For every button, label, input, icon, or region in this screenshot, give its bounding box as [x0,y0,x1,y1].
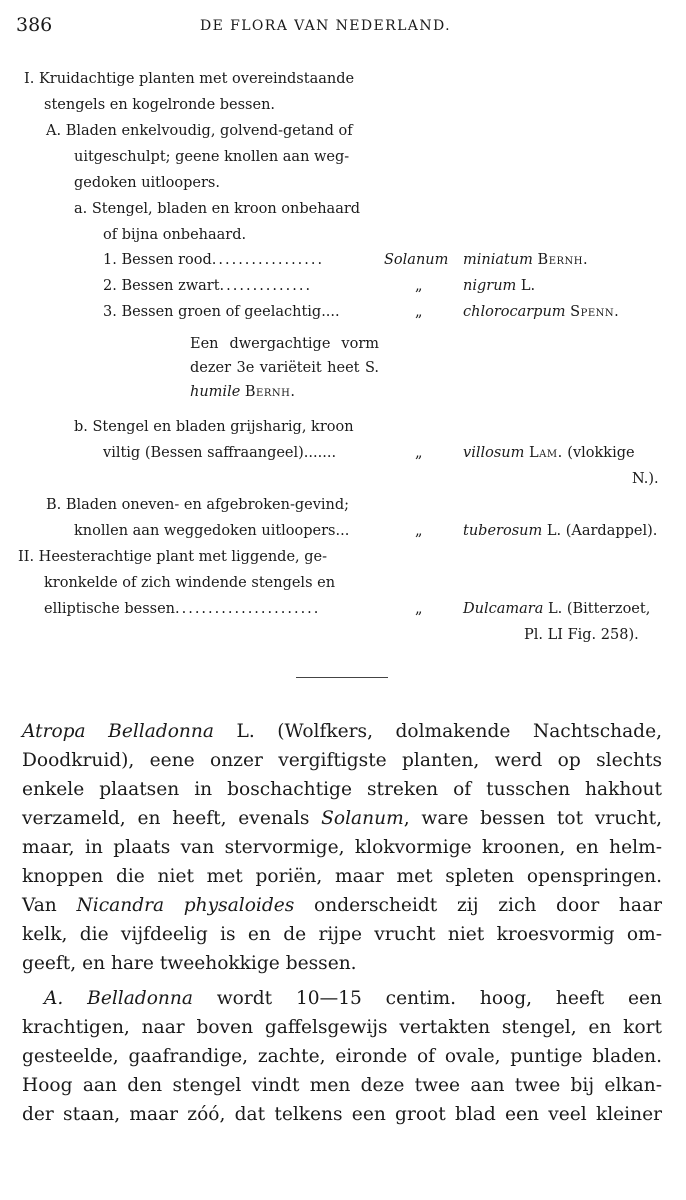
running-title: DE FLORA VAN NEDERLAND. [200,18,451,34]
ditto-mark: „ [415,304,423,320]
author-name: L. [547,601,563,617]
body-line: geeft, en hare tweehokkige bessen. [22,953,357,974]
key-line: a. Stengel, bladen en kroon onbehaard [74,201,361,217]
body-line: enkele plaatsen in boschachtige streken of tusschen hakhout [22,779,662,800]
taxon-name: Solanum [321,808,404,829]
key-line [44,600,320,618]
species-name: miniatum [463,252,533,268]
key-line: kronkelde of zich windende stengels en [44,575,336,591]
body-line: Atropa Belladonna L. (Wolfkers, dolmakende Nachtschade, [22,721,662,742]
plate-reference: Pl. LI Fig. 258). [524,627,639,643]
key-lead: elliptische bessen [44,601,175,617]
key-line: b. Stengel en bladen grijsharig, kroon [74,419,354,435]
page-number: 386 [16,14,53,36]
taxon-name [463,303,619,321]
leader-dots: ...................... [175,601,321,617]
ditto-mark: „ [415,445,423,461]
author-name: L. [520,278,536,294]
leader-dots: .............. [219,278,313,294]
key-entry-2 [103,277,312,295]
body-line: gesteelde, gaafrandige, zachte, eironde of ovale, puntige bladen. [22,1046,662,1067]
common-name: (Aardappel). [565,523,658,539]
species-name: villosum [463,445,525,461]
key-line: gedoken uitloopers. [74,175,220,191]
variety-note-line: dezer 3e variëteit heet S. [190,360,379,376]
taxon-name: Nicandra physaloides [76,895,295,916]
body-line: Doodkruid), eene onzer vergiftigste planten, werd op slechts [22,750,662,771]
body-line: knoppen die niet met poriën, maar met spleten openspringen. [22,866,662,887]
species-name: Dulcamara [463,601,544,617]
variety-note-line: Een dwergachtige vorm [190,336,379,352]
taxon-name [463,444,635,462]
key-line: B. Bladen oneven- en afgebroken-gevind; [46,497,350,513]
body-line: der staan, maar zóó, dat telkens een groot blad een veel kleiner [22,1104,662,1125]
common-name: (vlokkige [567,445,635,461]
taxon-name [463,600,650,618]
body-line: kelk, die vijfdeelig is en de rijpe vrucht niet kroesvormig om- [22,924,662,945]
key-entry-3: 3. Bessen groen of geelachtig.... [103,304,340,320]
species-name: tuberosum [463,523,543,539]
variety-note-line [190,383,295,401]
author-name: Lam. [528,445,563,461]
taxon-name [463,277,535,295]
body-line: verzameld, en heeft, evenals Solanum, ware bessen tot vrucht, [22,808,662,829]
taxon-name [463,251,588,269]
body-line: A. Belladonna wordt 10—15 centim. hoog, heeft een [44,988,662,1009]
key-line: I. Kruidachtige planten met overeindstaande [24,71,355,87]
body-line: Hoog aan den stengel vindt men deze twee aan twee bij elkan- [22,1075,662,1096]
species-name: nigrum [463,278,517,294]
section-divider [296,677,388,678]
key-line: stengels en kogelronde bessen. [44,97,276,113]
common-name: (Bitterzoet, [566,601,651,617]
key-lead: 2. Bessen zwart [103,278,220,294]
species-name: chlorocarpum [463,304,566,320]
common-name: N.). [632,471,659,487]
key-line: of bijna onbehaard. [103,227,247,243]
body-line: krachtigen, naar boven gaffelsgewijs vertakten stengel, en kort [22,1017,662,1038]
ditto-mark: „ [415,601,423,617]
body-line: Van Nicandra physaloides onderscheidt zij zich door haar [22,895,662,916]
genus-name: Solanum [384,252,449,268]
ditto-mark: „ [415,278,423,294]
key-line: II. Heesterachtige plant met liggende, ge- [18,549,328,565]
key-line: uitgeschulpt; geene knollen aan weg- [74,149,350,165]
taxon-name: A. Belladonna [44,988,193,1009]
key-entry-1 [103,251,324,269]
author-name: Spenn. [570,304,620,320]
key-line: knollen aan weggedoken uitloopers... [74,523,350,539]
author-name: Bernh. [537,252,589,268]
author-name: L. [546,523,562,539]
key-lead: 1. Bessen rood [103,252,212,268]
taxon-name: Atropa Belladonna [22,721,214,742]
taxon-name [463,522,657,540]
author-name: Bernh. [244,384,296,400]
leader-dots: ................. [211,252,325,268]
taxon-name [384,251,448,269]
key-line: A. Bladen enkelvoudig, golvend-getand of [46,123,353,139]
ditto-mark: „ [415,523,423,539]
body-line: maar, in plaats van stervormige, klokvormige kroonen, en helm- [22,837,662,858]
key-line: viltig (Bessen saffraangeel)....... [103,445,337,461]
species-name: humile [190,384,241,400]
